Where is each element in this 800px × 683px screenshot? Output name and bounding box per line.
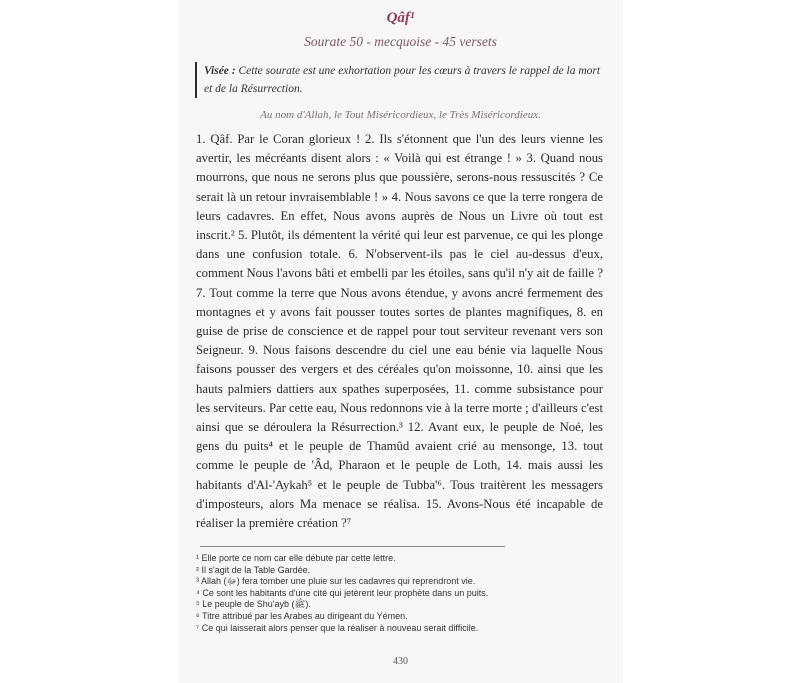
surah-subtitle: Sourate 50 - mecquoise - 45 versets <box>304 34 497 49</box>
vise-label: Visée : <box>204 65 236 77</box>
footnote: ¹ Elle porte ce nom car elle débute par cette lettre. <box>196 553 396 563</box>
vise-text: Cette sourate est une exhortation pour les cœurs à travers le rappel de la mort et de la Résurrection. <box>204 65 601 95</box>
footnote: ² Il s'agit de la Table Gardée. <box>196 564 311 575</box>
footnote: ⁴ Ce sont les habitants d'une cité qui jetèrent leur prophète dans un puits. <box>196 587 489 598</box>
footnotes <box>196 553 606 634</box>
basmala: Au nom d'Allah, le Tout Miséricordieux, le Très Miséricordieux. <box>260 109 541 121</box>
footnote-separator <box>200 546 505 547</box>
surah-title: Qâf¹ <box>386 10 415 26</box>
page-number: 430 <box>393 656 408 667</box>
footnote: ⁷ Ce qui laisserait alors penser que la réaliser à nouveau serait difficile. <box>196 622 479 633</box>
verses-text: 1. Qâf. Par le Coran glorieux ! 2. Ils s'étonnent que l'un des leurs vienne les avertir, les mécréants disent alors : « Voilà qui est étrange ! » 3. Quand nous mourrons, que nous ne serons plus que poussière, serons-nous ressuscités ? Ce serait là un retour invraisemblable ! » 4. Nous savons ce que la terre rongera de leurs cadavres. En effet, Nous avons auprès de Nous un Livre où tout est inscrit.² 5. Plutôt, ils démentent la vérité qui leur est parvenue, ce qui les plonge dans une confusion totale. 6. N'observent-ils pas le ciel au-dessus d'eux, comment Nous l'avons bâti et embelli par les étoiles, sans qu'il n'y ait de faille ? 7. Tout comme la terre que Nous avons étendue, y avons ancré fermement des montagnes et y avons fait pousser toutes sortes de plantes magnifiques, 8. en guise de prise de conscience et de rappel pour tout serviteur revenant vers son Seigneur. 9. Nous faisons descendre du ciel une eau bénie via laquelle Nous faisons pousser des vergers et des céréales qu'on moissonne, 10. ainsi que les hauts palmiers dattiers aux spathes superposées, 11. comme subsistance pour les serviteurs. Par cette eau, Nous redonnons vie à la terre morte ; d'ailleurs c'est ainsi que se déroulera la Résurrection.³ 12. Avant eux, le peuple de Noé, les gens du puits⁴ et le peuple de Thamûd avaient crié au mensonge, 13. tout comme le peuple de 'Âd, Pharaon et le peuple de Loth, 14. mais aussi les habitants d'Al-'Aykah⁵ et le peuple de Tubba'⁶. Tous traitèrent les messagers d'imposteurs, alors Ma menace se réalisa. 15. Avons-Nous été incapable de réaliser la première création ?⁷ <box>196 132 603 531</box>
vise-box <box>195 62 609 98</box>
footnote: ⁵ Le peuple de Shu'ayb (ﷺ). <box>196 599 311 610</box>
footnote: ⁶ Titre attribué par les Arabes au dirigeant du Yémen. <box>196 610 408 621</box>
footnote: ³ Allah (ﷻ) fera tomber une pluie sur les cadavres qui reprendront vie. <box>196 576 476 587</box>
book-page <box>178 0 623 683</box>
